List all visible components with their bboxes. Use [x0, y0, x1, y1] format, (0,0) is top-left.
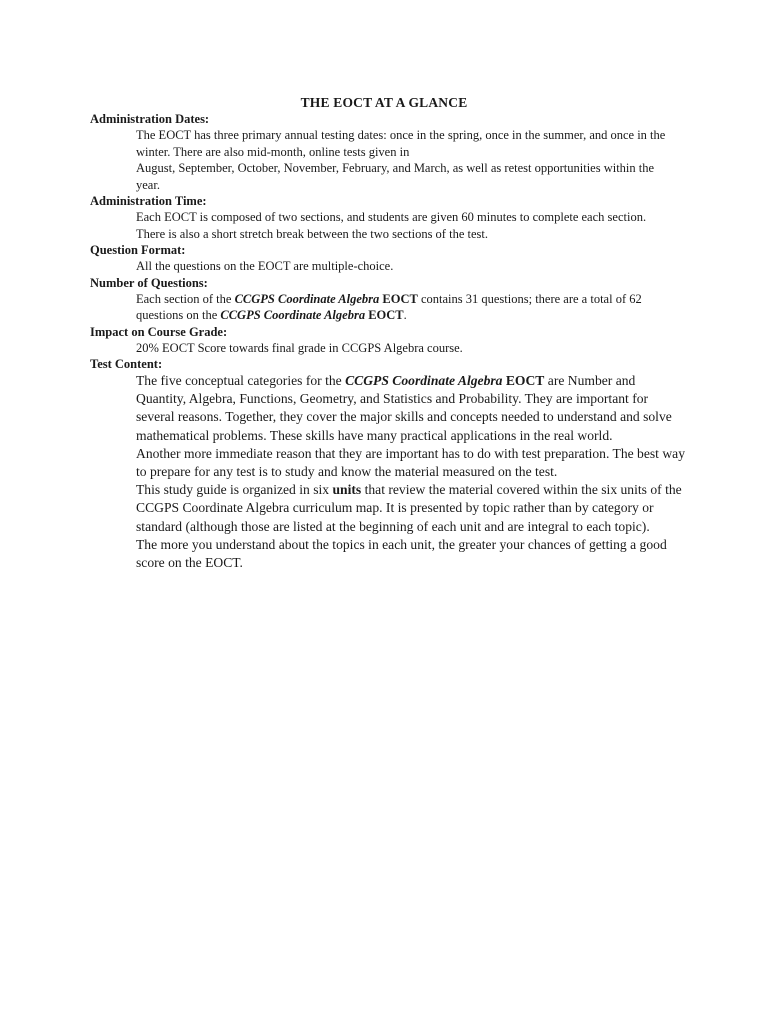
text-run: Another more immediate reason that they are important has to do with test preparation. The best way to prepare for any test is to study and know the material measured on the test. [136, 445, 686, 480]
paragraph [136, 481, 686, 536]
text-run: The more you understand about the topics in each unit, the greater your chances of getting a good score on the EOCT. [136, 536, 667, 571]
section-heading: Administration Time: [90, 194, 207, 208]
paragraph: All the questions on the EOCT are multiple-choice. [136, 259, 394, 273]
text-run: that review the material covered within the six units of the CCGPS Coordinate Algebra curriculum map. It is presented by topic rather than by category or standard (although those are listed at the beginning of each unit and are integral to each topic). [136, 482, 682, 534]
text-run-bold: EOCT [502, 373, 545, 388]
paragraph [136, 445, 686, 481]
text-run: Each section of the [136, 291, 235, 306]
section-heading: Impact on Course Grade: [90, 324, 228, 339]
content [90, 111, 690, 572]
text-run-bold: EOCT [379, 291, 418, 306]
section-body [136, 372, 686, 572]
section-body [136, 209, 676, 242]
text-run-bold-italic: CCGPS Coordinate Algebra [345, 373, 503, 388]
paragraph: Each EOCT is composed of two sections, and students are given 60 minutes to complete each section. There is also a short stretch break between the two sections of the test. [136, 210, 647, 241]
page-title: THE EOCT AT A GLANCE [300, 95, 468, 110]
paragraph [136, 372, 686, 445]
section-body [136, 340, 676, 357]
paragraph: August, September, October, November, February, and March, as well as retest opportunities within the year. [136, 161, 655, 192]
section-body [136, 258, 676, 275]
text-run: This study guide is organized in six [136, 482, 333, 498]
paragraph [136, 291, 676, 324]
section-heading: Test Content: [90, 357, 163, 371]
text-run-bold: EOCT [365, 308, 404, 322]
text-run: contains 31 questions; there are a total of 62 questions on the [136, 291, 642, 322]
section-body [136, 291, 676, 324]
section-heading: Administration Dates: [90, 112, 210, 126]
section-heading: Number of Questions: [90, 275, 208, 290]
text-run-bold-italic: CCGPS Coordinate Algebra [234, 291, 380, 306]
section-body [136, 127, 676, 193]
section-heading: Question Format: [90, 243, 186, 257]
paragraph [136, 536, 686, 572]
paragraph: The EOCT has three primary annual testing dates: once in the spring, once in the summer, and once in the winter. There are also mid-month, online tests given in [136, 128, 666, 159]
text-run: are Number and Quantity, Algebra, Functions, Geometry, and Statistics and Probability. They are important for several reasons. Together, they cover the major skills and concepts needed to understand and solve mathematical problems. These skills have many practical applications in the real world. [136, 373, 672, 443]
text-run-bold: units [332, 482, 362, 498]
text-run-bold-italic: CCGPS Coordinate Algebra [220, 308, 366, 322]
paragraph: 20% EOCT Score towards final grade in CCGPS Algebra course. [136, 340, 463, 355]
text-run: . [403, 308, 407, 322]
text-run: The five conceptual categories for the [136, 373, 346, 388]
